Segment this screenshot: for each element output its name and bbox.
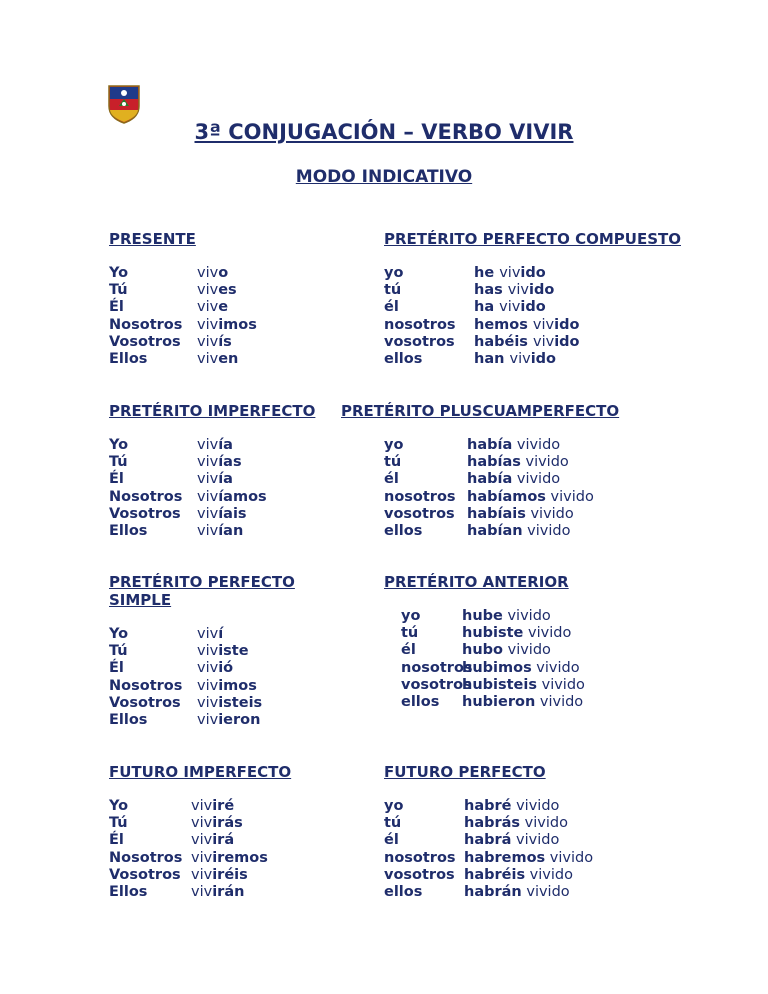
verb-form xyxy=(197,282,237,299)
verb-stem: viv xyxy=(191,815,213,832)
pronoun: Nosotros xyxy=(109,849,183,866)
verb-form xyxy=(474,351,556,368)
verb-stem: viv xyxy=(197,677,219,694)
verb-stem: vivido xyxy=(525,505,574,522)
verb-stem: viv xyxy=(499,299,521,316)
verb-form xyxy=(464,798,559,815)
verb-stem: viv xyxy=(197,454,219,471)
section-heading: PRETÉRITO PERFECTO COMPUESTO xyxy=(384,230,681,248)
crest-logo-icon xyxy=(107,84,141,124)
verb-form xyxy=(467,523,570,540)
verb-stem: vivido xyxy=(545,849,594,866)
conjugation-row xyxy=(384,523,671,540)
pronoun: ellos xyxy=(384,350,423,367)
pronoun: Tú xyxy=(109,454,128,471)
verb-stem: vivido xyxy=(535,693,584,710)
verb-ending: en xyxy=(218,350,239,367)
conjugation-row xyxy=(109,850,409,867)
verb-ending: irá xyxy=(212,832,235,849)
verb-stem: viv xyxy=(191,866,213,883)
verb-stem: vivido xyxy=(522,522,571,539)
verb-stem: viv xyxy=(532,316,555,333)
pronoun: Yo xyxy=(109,265,129,281)
section-heading: PRETÉRITO IMPERFECTO xyxy=(109,402,316,420)
verb-stem: viv xyxy=(197,282,219,299)
verb-ending: irás xyxy=(212,815,243,832)
verb-ending: imos xyxy=(218,677,257,694)
verb-form xyxy=(464,815,568,832)
verb-stem: viv xyxy=(197,471,219,488)
conjugation-row xyxy=(384,454,671,471)
verb-stem: vivido xyxy=(525,866,573,883)
verb-stem: viv xyxy=(507,282,529,299)
verb-stem: viv xyxy=(191,798,213,814)
verb-stem: viv xyxy=(197,333,219,350)
verb-form xyxy=(197,695,262,712)
conjugation-row xyxy=(384,334,704,351)
verb-ending: has xyxy=(474,282,508,299)
verb-ending: hemos xyxy=(474,316,533,333)
verb-ending: ieron xyxy=(218,711,261,728)
pronoun: Vosotros xyxy=(109,694,181,711)
conjugation-row xyxy=(384,282,704,299)
pronoun: Él xyxy=(109,299,124,316)
verb-ending: habíamos xyxy=(467,488,546,505)
verb-stem: viv xyxy=(197,694,219,711)
verb-ending: habías xyxy=(467,454,521,471)
verb-ending: habremos xyxy=(464,849,546,866)
conjugation-row xyxy=(384,299,704,316)
conjugation-row xyxy=(109,660,339,677)
conjugation-row xyxy=(384,815,704,832)
verb-ending: íais xyxy=(218,505,247,522)
verb-form xyxy=(197,678,257,695)
verb-form xyxy=(191,884,244,901)
verb-form xyxy=(474,265,546,282)
verb-form xyxy=(197,489,267,506)
verb-form xyxy=(464,867,573,884)
pronoun: Ellos xyxy=(109,350,148,367)
verb-ending: iréis xyxy=(212,866,248,883)
verb-form xyxy=(191,798,234,815)
verb-ending: ía xyxy=(218,471,233,488)
pronoun: nosotros xyxy=(384,849,456,866)
pronoun: yo xyxy=(384,798,404,814)
verb-form xyxy=(467,437,560,454)
section-heading: PRETÉRITO ANTERIOR xyxy=(384,573,569,591)
pronoun: yo xyxy=(401,608,421,624)
verb-form xyxy=(467,506,574,523)
section-preterito-anterior xyxy=(384,573,704,711)
verb-ending: isteis xyxy=(218,694,263,711)
verb-ending: ido xyxy=(520,299,546,316)
conjugation-row xyxy=(109,265,409,282)
conjugation-row xyxy=(384,832,704,849)
conjugation-row xyxy=(401,677,704,694)
section-heading: PRETÉRITO PLUSCUAMPERFECTO xyxy=(341,402,620,420)
verb-ending: ió xyxy=(218,660,234,677)
verb-ending: han xyxy=(474,350,510,367)
section-heading: PRESENTE xyxy=(109,230,196,248)
section-heading: PRETÉRITO PERFECTO SIMPLE xyxy=(109,573,295,609)
page-subtitle: MODO INDICATIVO xyxy=(295,167,473,187)
pronoun: vosotros xyxy=(384,866,455,883)
verb-ending: había xyxy=(467,437,513,453)
verb-form xyxy=(467,489,594,506)
section-presente xyxy=(109,230,409,368)
verb-stem: viv xyxy=(197,299,219,316)
pronoun: ellos xyxy=(401,693,440,710)
verb-ending: ías xyxy=(218,454,242,471)
verb-ending: e xyxy=(218,299,229,316)
verb-ending: he xyxy=(474,265,500,281)
pronoun: ellos xyxy=(384,522,423,539)
verb-stem: viv xyxy=(197,437,219,453)
verb-ending: í xyxy=(218,626,224,642)
verb-form xyxy=(464,884,570,901)
verb-stem: vivido xyxy=(537,676,585,693)
section-preterito-perfecto-simple xyxy=(109,573,339,729)
section-preterito-pluscuamperfecto xyxy=(341,402,671,540)
verb-form xyxy=(191,850,268,867)
pronoun: nosotros xyxy=(384,488,456,505)
conjugation-row xyxy=(109,317,409,334)
verb-form xyxy=(462,608,551,625)
verb-stem: vivido xyxy=(545,488,594,505)
verb-stem: viv xyxy=(197,316,219,333)
conjugation-row xyxy=(401,608,704,625)
verb-form xyxy=(474,317,579,334)
verb-stem: viv xyxy=(197,711,219,728)
verb-ending: ido xyxy=(520,265,546,281)
verb-form xyxy=(197,712,260,729)
conjugation-row xyxy=(109,798,409,815)
pronoun: Yo xyxy=(109,437,129,453)
verb-stem: vivido xyxy=(521,883,570,900)
verb-stem: viv xyxy=(197,505,219,522)
verb-ending: habrán xyxy=(464,883,522,900)
conjugation-row xyxy=(384,884,704,901)
verb-ending: ían xyxy=(218,522,244,539)
verb-ending: hubisteis xyxy=(462,676,537,693)
conjugation-row xyxy=(109,832,409,849)
verb-ending: ido xyxy=(554,333,580,350)
section-preterito-perfecto-compuesto xyxy=(384,230,704,368)
pronoun: Ellos xyxy=(109,711,148,728)
pronoun: Tú xyxy=(109,815,128,832)
verb-stem: viv xyxy=(532,333,555,350)
conjugation-row xyxy=(109,334,409,351)
verb-form xyxy=(191,867,248,884)
verb-ending: hubo xyxy=(462,642,503,659)
verb-stem: vivido xyxy=(520,815,568,832)
verb-form xyxy=(462,694,583,711)
pronoun: Vosotros xyxy=(109,866,181,883)
verb-ending: ido xyxy=(529,282,555,299)
conjugation-row xyxy=(384,506,671,523)
verb-form xyxy=(197,299,228,316)
verb-stem: viv xyxy=(197,350,219,367)
conjugation-row xyxy=(109,695,339,712)
verb-stem: viv xyxy=(197,488,219,505)
verb-ending: había xyxy=(467,471,513,488)
pronoun: tú xyxy=(401,625,419,642)
conjugation-row xyxy=(109,678,339,695)
verb-form xyxy=(197,523,243,540)
conjugation-row xyxy=(109,867,409,884)
pronoun: tú xyxy=(384,815,402,832)
section-heading: FUTURO PERFECTO xyxy=(384,763,546,781)
verb-stem: viv xyxy=(509,350,531,367)
verb-stem: vivido xyxy=(512,471,561,488)
conjugation-row xyxy=(384,850,704,867)
verb-ending: ha xyxy=(474,299,500,316)
conjugation-row xyxy=(384,317,704,334)
verb-ending: hubiste xyxy=(462,625,524,642)
pronoun: él xyxy=(401,642,416,659)
verb-form xyxy=(197,351,238,368)
verb-stem: vivido xyxy=(502,608,551,624)
pronoun: nosotros xyxy=(401,659,473,676)
verb-form xyxy=(197,471,233,488)
pronoun: Vosotros xyxy=(109,333,181,350)
verb-ending: habréis xyxy=(464,866,526,883)
verb-ending: habrá xyxy=(464,832,512,849)
verb-form xyxy=(197,626,223,643)
verb-ending: habíais xyxy=(467,505,526,522)
verb-ending: irán xyxy=(212,883,245,900)
verb-stem: vivido xyxy=(523,625,572,642)
pronoun: Nosotros xyxy=(109,677,183,694)
conjugation-row xyxy=(401,625,704,642)
verb-form xyxy=(197,317,257,334)
verb-form xyxy=(197,334,232,351)
verb-ending: ido xyxy=(530,350,556,367)
pronoun: yo xyxy=(384,265,404,281)
verb-form xyxy=(197,454,242,471)
pronoun: él xyxy=(384,471,399,488)
verb-form xyxy=(191,815,243,832)
conjugation-row xyxy=(109,643,339,660)
verb-stem: vivido xyxy=(503,642,551,659)
verb-form xyxy=(462,660,580,677)
verb-form xyxy=(197,437,233,454)
verb-ending: habían xyxy=(467,522,523,539)
verb-form xyxy=(467,471,560,488)
pronoun: vosotros xyxy=(384,333,455,350)
verb-form xyxy=(191,832,234,849)
verb-stem: viv xyxy=(197,265,219,281)
pronoun: Vosotros xyxy=(109,505,181,522)
section-futuro-imperfecto xyxy=(109,763,409,901)
pronoun: Él xyxy=(109,471,124,488)
verb-form xyxy=(462,625,571,642)
pronoun: Nosotros xyxy=(109,316,183,333)
verb-stem: viv xyxy=(191,883,213,900)
conjugation-row xyxy=(109,884,409,901)
pronoun: Él xyxy=(109,660,124,677)
conjugation-row xyxy=(384,867,704,884)
verb-form xyxy=(462,677,585,694)
verb-ending: imos xyxy=(218,316,257,333)
pronoun: ellos xyxy=(384,883,423,900)
pronoun: Tú xyxy=(109,643,128,660)
verb-stem: viv xyxy=(197,643,219,660)
verb-stem: vivido xyxy=(520,454,569,471)
verb-stem: vivido xyxy=(511,832,560,849)
verb-stem: viv xyxy=(197,522,219,539)
pronoun: vosotros xyxy=(384,505,455,522)
verb-form xyxy=(197,660,233,677)
verb-ending: ís xyxy=(218,333,232,350)
verb-stem: viv xyxy=(197,660,219,677)
pronoun: él xyxy=(384,299,399,316)
pronoun: él xyxy=(384,832,399,849)
verb-ending: habrás xyxy=(464,815,521,832)
verb-ending: iste xyxy=(218,643,249,660)
verb-stem: vivido xyxy=(512,437,561,453)
pronoun: Él xyxy=(109,832,124,849)
conjugation-row xyxy=(109,299,409,316)
verb-ending: ía xyxy=(218,437,233,453)
verb-stem: vivido xyxy=(531,659,580,676)
verb-form xyxy=(197,265,228,282)
pronoun: Nosotros xyxy=(109,488,183,505)
pronoun: Tú xyxy=(109,282,128,299)
conjugation-row xyxy=(384,471,671,488)
verb-form xyxy=(474,282,554,299)
conjugation-row xyxy=(109,351,409,368)
verb-ending: hube xyxy=(462,608,503,624)
verb-stem: vivido xyxy=(511,798,560,814)
pronoun: Ellos xyxy=(109,522,148,539)
page-title: 3ª CONJUGACIÓN – VERBO VIVIR xyxy=(194,120,574,144)
verb-stem: viv xyxy=(499,265,521,281)
verb-ending: iré xyxy=(212,798,235,814)
conjugation-row xyxy=(109,626,339,643)
pronoun: Yo xyxy=(109,798,129,814)
pronoun: Yo xyxy=(109,626,129,642)
conjugation-row xyxy=(384,351,704,368)
verb-form xyxy=(462,642,551,659)
pronoun: vosotros xyxy=(401,676,472,693)
verb-form xyxy=(464,850,593,867)
conjugation-row xyxy=(401,660,704,677)
conjugation-row xyxy=(401,642,704,659)
verb-stem: viv xyxy=(191,849,213,866)
conjugation-row xyxy=(384,265,704,282)
pronoun: yo xyxy=(384,437,404,453)
section-futuro-perfecto xyxy=(384,763,704,901)
verb-ending: habré xyxy=(464,798,512,814)
conjugation-row xyxy=(109,712,339,729)
verb-ending: íamos xyxy=(218,488,267,505)
conjugation-row xyxy=(109,815,409,832)
verb-ending: o xyxy=(218,265,229,281)
pronoun: tú xyxy=(384,454,402,471)
verb-form xyxy=(474,334,580,351)
conjugation-row xyxy=(384,798,704,815)
verb-ending: hubieron xyxy=(462,693,536,710)
section-heading: FUTURO IMPERFECTO xyxy=(109,763,292,781)
pronoun: tú xyxy=(384,282,402,299)
pronoun: Ellos xyxy=(109,883,148,900)
verb-form xyxy=(464,832,559,849)
verb-stem: viv xyxy=(191,832,213,849)
conjugation-row xyxy=(401,694,704,711)
verb-stem: viv xyxy=(197,626,219,642)
verb-ending: ido xyxy=(554,316,580,333)
pronoun: nosotros xyxy=(384,316,456,333)
verb-form xyxy=(467,454,569,471)
verb-form xyxy=(197,643,249,660)
conjugation-row xyxy=(384,489,671,506)
conjugation-row xyxy=(384,437,671,454)
verb-form xyxy=(197,506,247,523)
verb-form xyxy=(474,299,546,316)
verb-ending: es xyxy=(218,282,237,299)
verb-ending: hubimos xyxy=(462,659,532,676)
verb-ending: iremos xyxy=(212,849,268,866)
verb-ending: habéis xyxy=(474,333,533,350)
conjugation-row xyxy=(109,282,409,299)
